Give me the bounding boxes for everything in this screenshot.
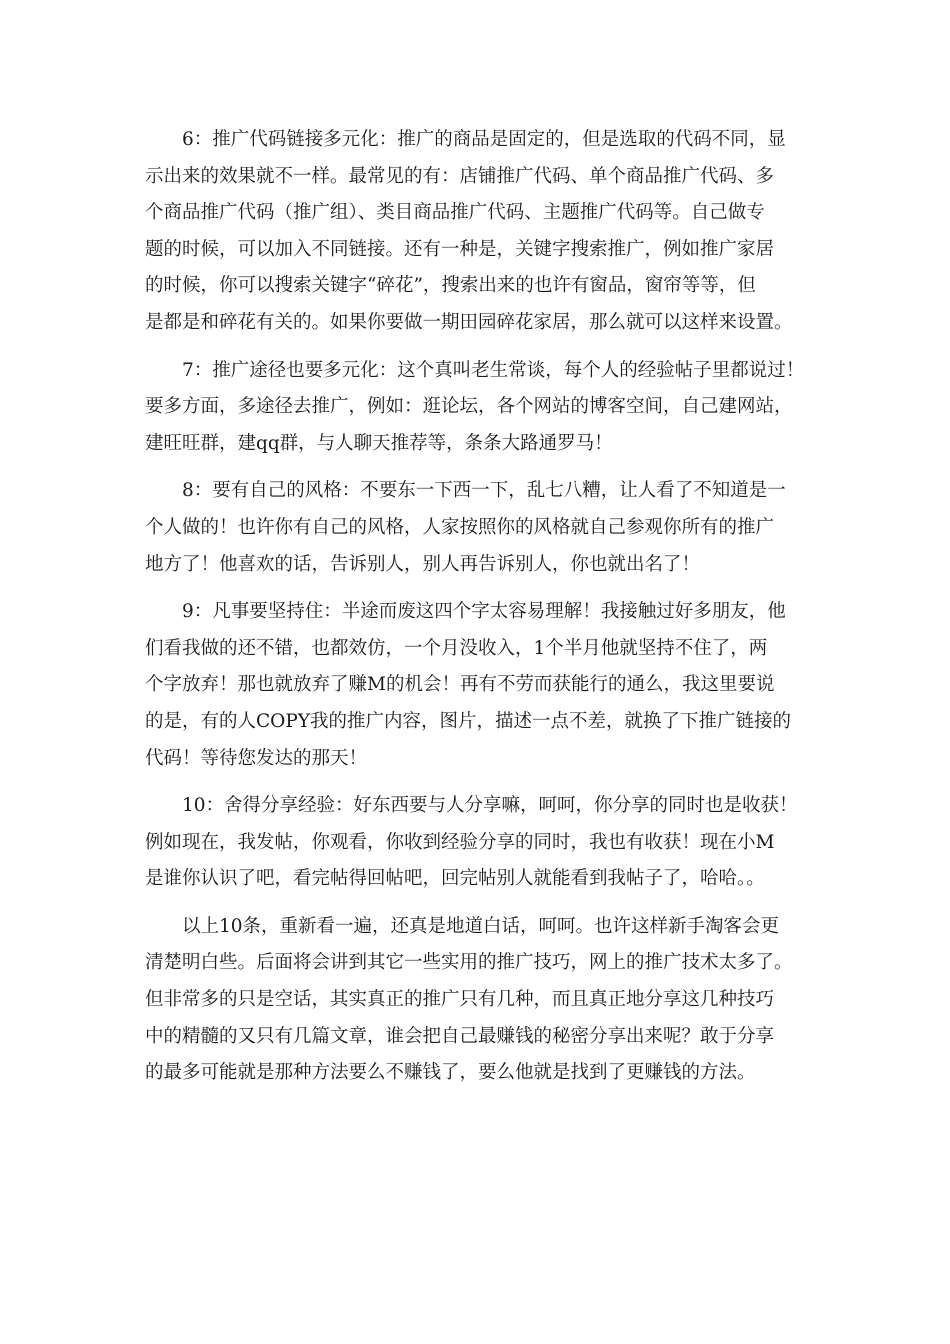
paragraph-9-persistence: 9：凡事要坚持住：半途而废这四个字太容易理解！我接触过好多朋友，他 们看我做的还不错，也都效仿，一个月没收入，1个半月他就坚持不住了，两 个字放弃！那也就放弃了赚M的机会！再有不劳而获能行的通么，我这里要说 的是，有的人COPY我的推广内容，图片，描述一点不差，就换了下推广链接的 代码！等待您发达的那天！ [145, 601, 791, 769]
paragraph-summary: 以上10条，重新看一遍，还真是地道白话，呵呵。也许这样新手淘客会更 清楚明白些。后面将会讲到其它一些实用的推广技巧，网上的推广技术太多了。 但非常多的只是空话，其实真正的推广只有几种，而且真正地分享这几种技巧 中的精髓的又只有几篇文章，谁会把自己最赚钱的秘密分享出来呢？敢于分享 的最多可能就是那种方法要么不赚钱了，要么他就是找到了更赚钱的方法。 [145, 915, 793, 1084]
paragraph-10-share-experience: 10：舍得分享经验：好东西要与人分享嘛，呵呵，你分享的同时也是收获！ 例如现在，我发帖，你观看，你收到经验分享的同时，我也有收获！现在小M 是谁你认识了吧，看完帖得回帖吧，回完帖别人就能看到我帖子了，哈哈。。 [145, 795, 798, 890]
document-body [145, 122, 810, 1103]
paragraph-8-own-style: 8：要有自己的风格：不要东一下西一下，乱七八糟，让人看了不知道是一 个人做的！也许你有自己的风格，人家按照你的风格就自己参观你所有的推广 地方了！他喜欢的话，告诉别人，别人再告诉别人，你也就出名了！ [145, 480, 786, 575]
paragraph-6-promo-code-links: 6：推广代码链接多元化：推广的商品是固定的，但是选取的代码不同，显 示出来的效果就不一样。最常见的有：店铺推广代码、单个商品推广代码、多 个商品推广代码（推广组）、类目商品推广代码、主题推广代码等。自己做专 题的时候，可以加入不同链接。还有一种是，关键字搜索推广，例如推广家居 的时候，你可以搜索关键字“碎花”，搜索出来的也许有窗品，窗帘等等，但 是都是和碎花有关的。如果你要做一期田园碎花家居，那么就可以这样来设置。 [145, 129, 793, 333]
paragraph-7-promo-channels: 7：推广途径也要多元化：这个真叫老生常谈，每个人的经验帖子里都说过！ 要多方面，多途径去推广，例如：逛论坛，各个网站的博客空间，自己建网站， 建旺旺群，建qq群，与人聊天推荐等，条条大路通罗马！ [145, 359, 805, 454]
